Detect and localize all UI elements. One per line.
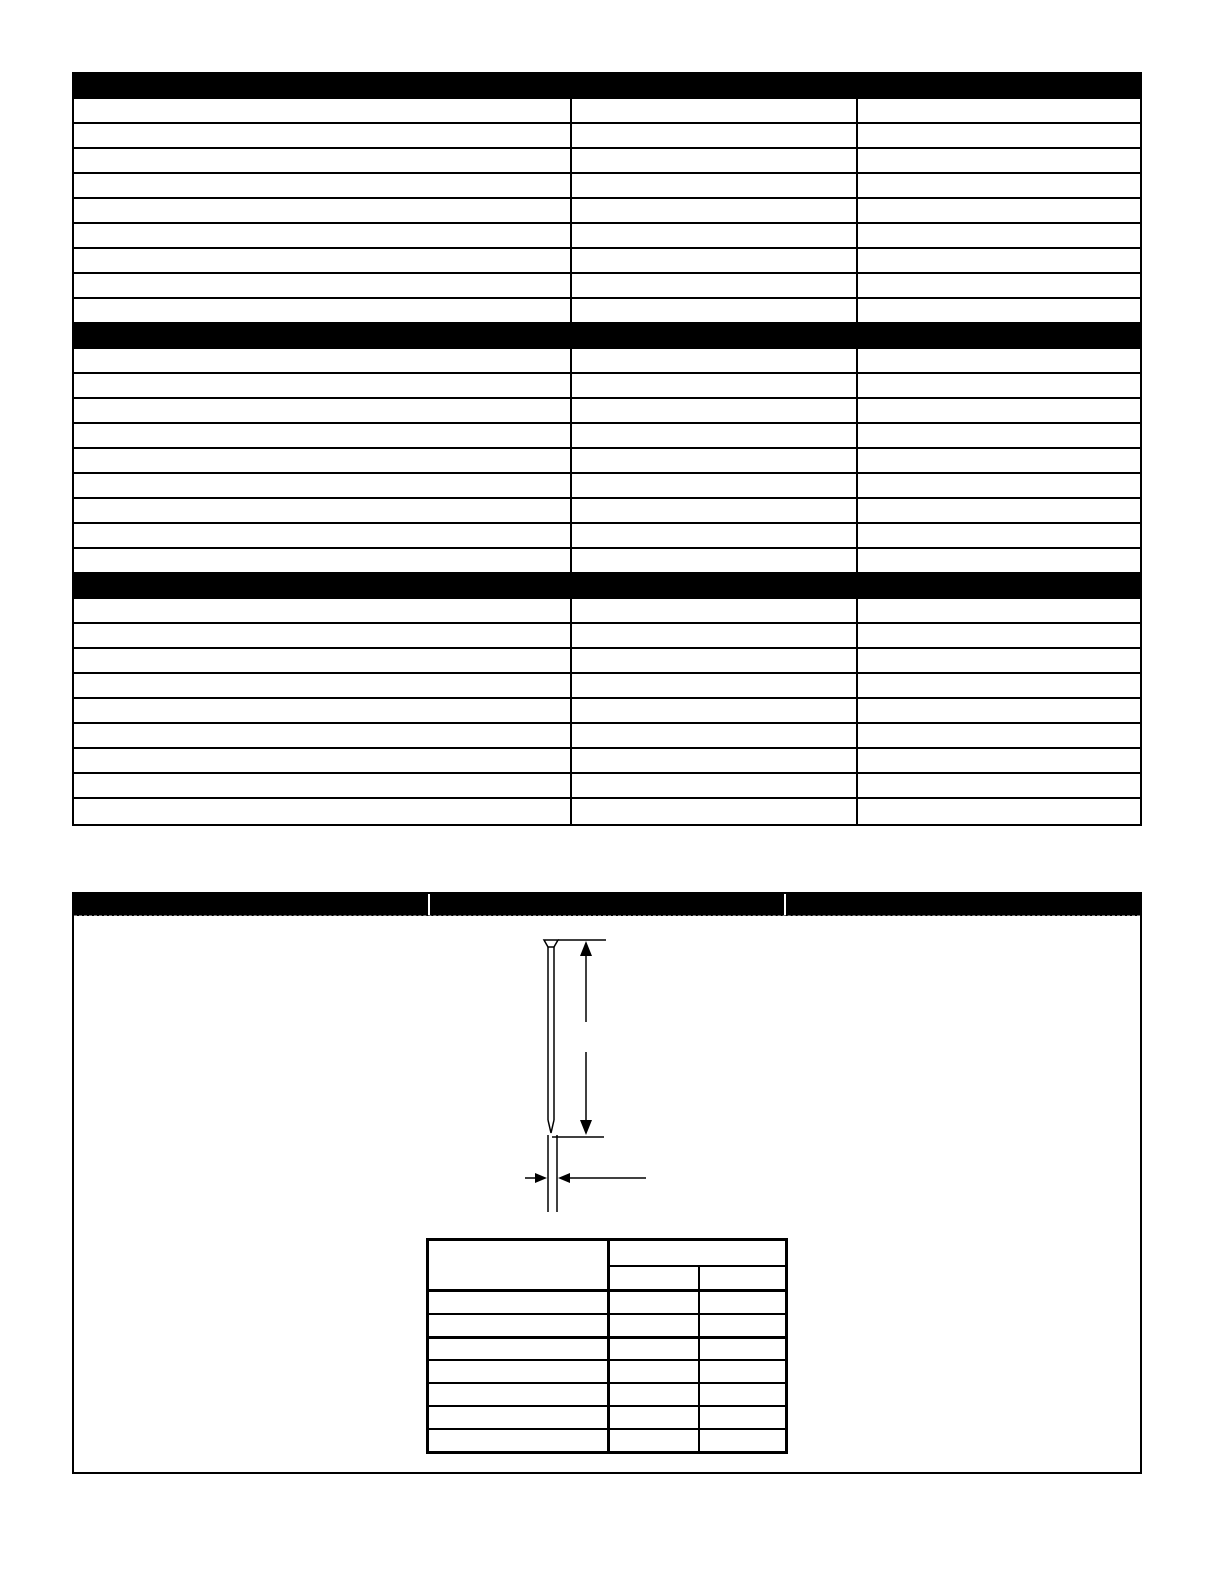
table-cell: [74, 99, 572, 122]
table-cell: [74, 524, 572, 547]
table-cell: [74, 149, 572, 172]
table-cell: [858, 599, 1140, 622]
section-header-band: [74, 574, 1140, 599]
table-cell: [858, 649, 1140, 672]
table-row: [74, 224, 1140, 249]
table-row: [74, 649, 1140, 674]
table-cell: [858, 349, 1140, 372]
table-cell: [858, 524, 1140, 547]
size-table-row-line-2: [429, 1336, 785, 1339]
specifications-table: [72, 72, 1142, 826]
table-cell: [572, 699, 858, 722]
table-cell: [858, 249, 1140, 272]
table-cell: [572, 799, 858, 824]
table-cell: [74, 749, 572, 772]
table-cell: [858, 774, 1140, 797]
table-cell: [74, 349, 572, 372]
table-cell: [74, 474, 572, 497]
table-cell: [858, 474, 1140, 497]
table-row: [74, 549, 1140, 574]
table-cell: [572, 549, 858, 572]
table-cell: [572, 99, 858, 122]
table-cell: [74, 224, 572, 247]
section-header-band: [74, 74, 1140, 99]
size-table-row-line-3: [429, 1359, 785, 1361]
table-row: [74, 724, 1140, 749]
table-cell: [572, 199, 858, 222]
table-row: [74, 474, 1140, 499]
table-cell: [74, 274, 572, 297]
size-table-col-divider-1: [607, 1241, 610, 1451]
table-cell: [572, 599, 858, 622]
table-cell: [858, 449, 1140, 472]
table-cell: [572, 174, 858, 197]
table-row: [74, 749, 1140, 774]
table-row: [74, 699, 1140, 724]
table-row: [74, 199, 1140, 224]
table-row: [74, 599, 1140, 624]
table-cell: [572, 274, 858, 297]
size-table-header-bottom: [429, 1289, 785, 1292]
table-cell: [572, 649, 858, 672]
table-cell: [572, 749, 858, 772]
table-cell: [572, 449, 858, 472]
gauge-arrow-left: [535, 1173, 547, 1183]
table-cell: [572, 399, 858, 422]
table-cell: [74, 774, 572, 797]
length-arrow-up: [580, 941, 592, 956]
table-cell: [858, 99, 1140, 122]
table-cell: [858, 399, 1140, 422]
nail-head: [544, 940, 558, 947]
table-cell: [74, 624, 572, 647]
table-cell: [858, 374, 1140, 397]
table-cell: [858, 549, 1140, 572]
table-cell: [74, 374, 572, 397]
table-cell: [74, 499, 572, 522]
table-cell: [572, 299, 858, 322]
table-cell: [858, 124, 1140, 147]
table-cell: [572, 349, 858, 372]
table-cell: [572, 424, 858, 447]
table-row: [74, 124, 1140, 149]
table-cell: [858, 674, 1140, 697]
table-cell: [572, 149, 858, 172]
table-row: [74, 799, 1140, 824]
table-cell: [572, 499, 858, 522]
size-table-subheader-line: [607, 1265, 785, 1267]
table-cell: [74, 124, 572, 147]
table-cell: [74, 549, 572, 572]
size-table-row-line-4: [429, 1382, 785, 1384]
size-table-row-line-1: [429, 1313, 785, 1315]
table-row: [74, 299, 1140, 324]
table-cell: [572, 674, 858, 697]
size-table-row-line-6: [429, 1428, 785, 1430]
table-row: [74, 774, 1140, 799]
length-arrow-down: [580, 1120, 592, 1135]
table-cell: [858, 499, 1140, 522]
table-cell: [572, 774, 858, 797]
table-row: [74, 149, 1140, 174]
table-cell: [572, 224, 858, 247]
table-cell: [74, 799, 572, 824]
panel-header-cell-3: [786, 894, 1140, 915]
gauge-arrow-right: [558, 1173, 570, 1183]
table-cell: [74, 724, 572, 747]
table-cell: [858, 749, 1140, 772]
table-cell: [858, 299, 1140, 322]
table-cell: [74, 649, 572, 672]
table-row: [74, 174, 1140, 199]
table-cell: [572, 624, 858, 647]
table-cell: [74, 674, 572, 697]
table-cell: [572, 524, 858, 547]
table-row: [74, 449, 1140, 474]
table-cell: [858, 199, 1140, 222]
fastener-size-table: [426, 1238, 788, 1454]
table-cell: [858, 274, 1140, 297]
table-row: [74, 374, 1140, 399]
table-cell: [74, 424, 572, 447]
table-cell: [74, 249, 572, 272]
table-cell: [74, 174, 572, 197]
brad-nail-diagram: [440, 930, 680, 1230]
table-cell: [858, 224, 1140, 247]
table-cell: [858, 624, 1140, 647]
table-cell: [858, 149, 1140, 172]
table-cell: [572, 124, 858, 147]
table-cell: [74, 299, 572, 322]
table-cell: [74, 699, 572, 722]
table-cell: [74, 399, 572, 422]
table-row: [74, 424, 1140, 449]
table-row: [74, 499, 1140, 524]
table-cell: [74, 199, 572, 222]
table-row: [74, 249, 1140, 274]
table-row: [74, 274, 1140, 299]
panel-header-cell-1: [74, 894, 430, 915]
table-row: [74, 624, 1140, 649]
section-header-band: [74, 324, 1140, 349]
table-row: [74, 349, 1140, 374]
table-cell: [858, 424, 1140, 447]
table-cell: [572, 474, 858, 497]
table-cell: [858, 699, 1140, 722]
size-table-row-line-5: [429, 1405, 785, 1407]
table-cell: [858, 724, 1140, 747]
panel-header-cell-2: [430, 894, 786, 915]
fastener-panel-header: [74, 894, 1140, 916]
table-cell: [74, 449, 572, 472]
table-row: [74, 399, 1140, 424]
table-cell: [572, 724, 858, 747]
table-cell: [74, 599, 572, 622]
table-cell: [572, 374, 858, 397]
table-cell: [858, 799, 1140, 824]
table-cell: [572, 249, 858, 272]
nail-point: [548, 1120, 554, 1133]
table-cell: [858, 174, 1140, 197]
table-row: [74, 99, 1140, 124]
table-row: [74, 524, 1140, 549]
table-row: [74, 674, 1140, 699]
